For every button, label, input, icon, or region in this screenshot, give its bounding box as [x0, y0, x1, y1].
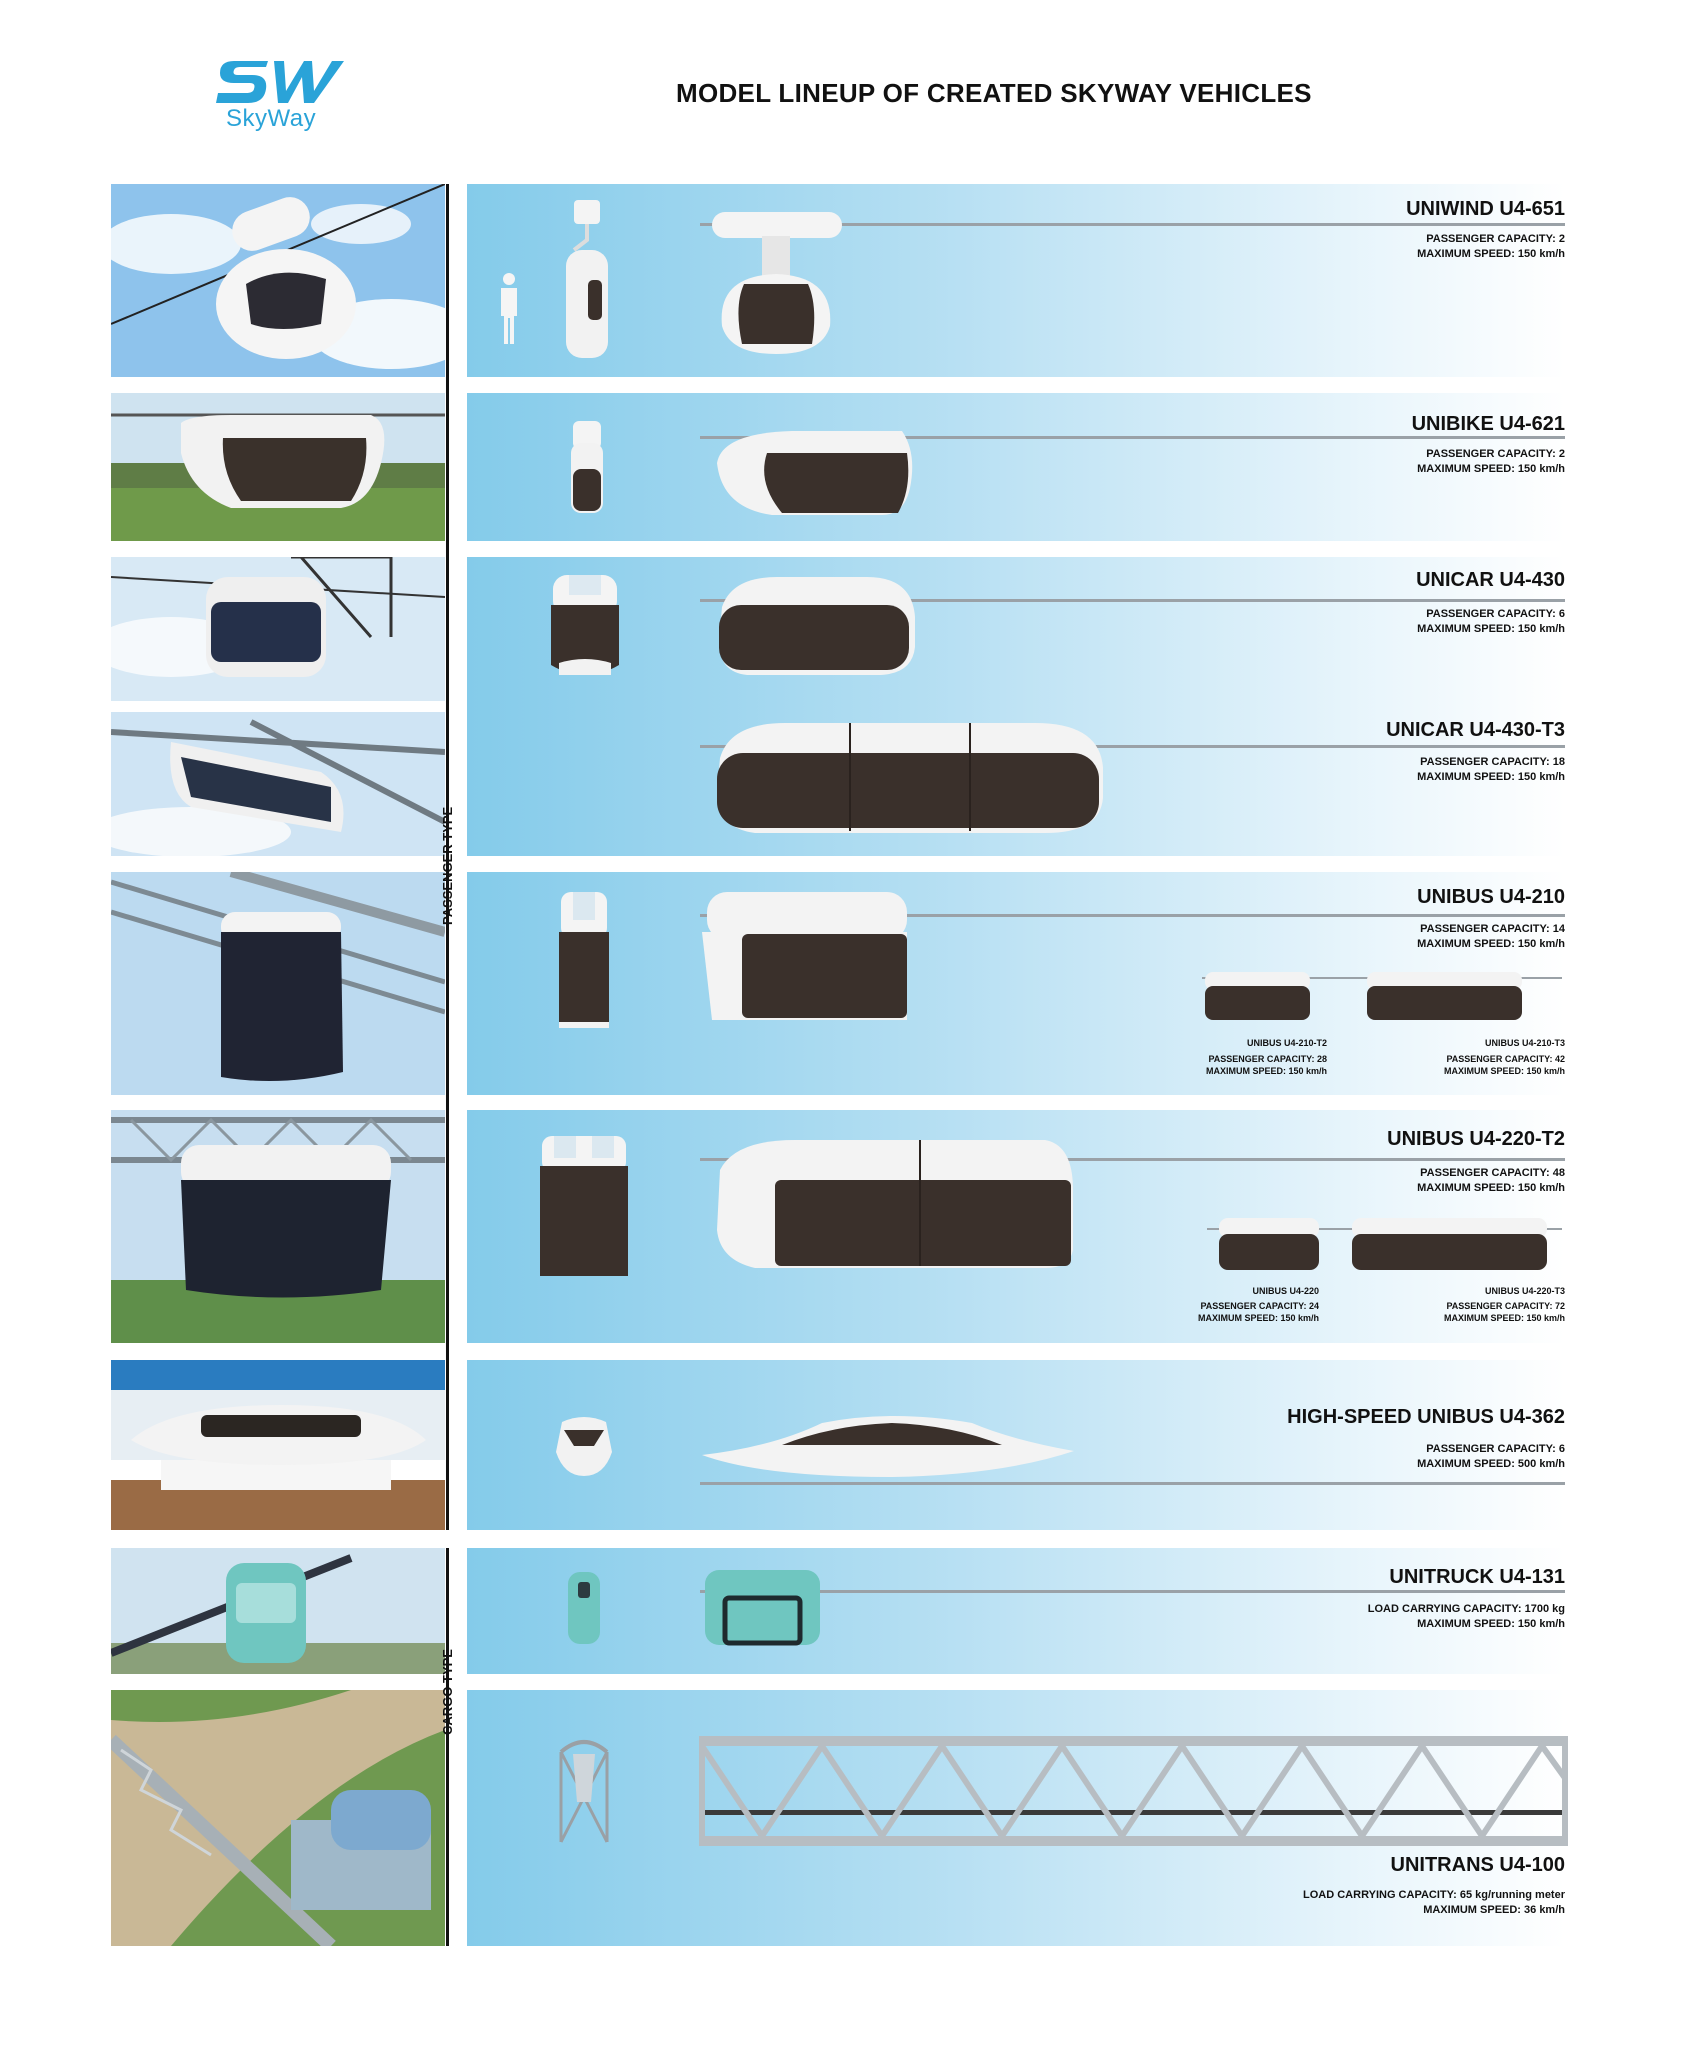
unibus-362-side-view	[702, 1415, 1077, 1480]
vehicle-speed: MAXIMUM SPEED: 150 km/h	[1417, 463, 1565, 475]
vehicle-capacity: PASSENGER CAPACITY: 6	[1426, 1443, 1565, 1455]
vehicle-row-unicar	[467, 557, 1565, 856]
unibus-220-front-view	[540, 1136, 628, 1276]
vehicle-capacity: PASSENGER CAPACITY: 18	[1420, 756, 1565, 768]
vehicle-speed: MAXIMUM SPEED: 150 km/h	[1417, 1182, 1565, 1194]
unitruck-side-view	[705, 1570, 820, 1645]
photo-uniwind	[111, 184, 445, 377]
unibus-362-rail	[700, 1482, 1565, 1485]
unibike-side-view	[712, 423, 917, 518]
uniwind-front-view	[562, 200, 612, 360]
unibike-front-view	[567, 421, 607, 513]
photo-unibus-210	[111, 872, 445, 1095]
vehicle-speed: MAXIMUM SPEED: 36 km/h	[1423, 1904, 1565, 1916]
photo-unibus-220	[111, 1110, 445, 1343]
vehicle-capacity: LOAD CARRYING CAPACITY: 65 kg/running meter	[1303, 1889, 1565, 1901]
photo-unicar-t3	[111, 712, 445, 856]
variant-name: UNIBUS U4-220-T3	[1484, 1286, 1565, 1296]
vehicle-name: UNITRANS U4-100	[1390, 1854, 1565, 1876]
variant-capacity: PASSENGER CAPACITY: 42	[1446, 1054, 1565, 1064]
cargo-type-label: CARGO TYPE	[440, 1649, 455, 1735]
skyway-logo	[216, 55, 356, 135]
variant-name: UNIBUS U4-220	[1252, 1286, 1319, 1296]
unibus-210-front-view	[557, 892, 611, 1028]
unitruck-rail	[700, 1590, 1565, 1593]
human-scale-icon	[497, 272, 521, 344]
photo-unibus-362	[111, 1360, 445, 1530]
vehicle-name: UNIWIND U4-651	[1406, 198, 1565, 220]
vehicle-name: UNIBIKE U4-621	[1411, 413, 1565, 435]
vehicle-row-unibus-210	[467, 872, 1565, 1095]
variant-name: UNIBUS U4-210-T3	[1484, 1038, 1565, 1048]
vehicle-speed: MAXIMUM SPEED: 150 km/h	[1417, 623, 1565, 635]
vehicle-speed: MAXIMUM SPEED: 150 km/h	[1417, 771, 1565, 783]
passenger-type-label: PASSENGER TYPE	[440, 806, 455, 925]
variant-speed: MAXIMUM SPEED: 150 km/h	[1197, 1313, 1319, 1323]
photo-unicar	[111, 557, 445, 701]
vehicle-name: UNIBUS U4-220-T2	[1387, 1128, 1565, 1150]
unibus-210-t3-side-view	[1367, 972, 1522, 1020]
variant-capacity: PASSENGER CAPACITY: 28	[1208, 1054, 1327, 1064]
variant-name: UNIBUS U4-210-T2	[1246, 1038, 1327, 1048]
unibus-362-front-view	[554, 1412, 614, 1478]
vehicle-row-unitruck	[467, 1548, 1565, 1674]
vehicle-row-uniwind	[467, 184, 1565, 377]
variant-speed: MAXIMUM SPEED: 150 km/h	[1443, 1313, 1565, 1323]
vehicle-speed: MAXIMUM SPEED: 150 km/h	[1417, 248, 1565, 260]
vehicle-capacity: LOAD CARRYING CAPACITY: 1700 kg	[1367, 1603, 1565, 1615]
unicar-front-view	[549, 575, 621, 680]
variant-speed: MAXIMUM SPEED: 150 km/h	[1205, 1066, 1327, 1076]
vehicle-row-unibus-362	[467, 1360, 1565, 1530]
logo-text: SkyWay	[226, 105, 317, 132]
unibus-220-t2-side-view	[715, 1140, 1075, 1270]
vehicle-name: UNICAR U4-430	[1416, 569, 1565, 591]
vehicle-capacity: PASSENGER CAPACITY: 14	[1420, 923, 1565, 935]
unibus-220-t3-side-view	[1352, 1218, 1547, 1270]
vehicle-speed: MAXIMUM SPEED: 150 km/h	[1417, 938, 1565, 950]
vehicle-capacity: PASSENGER CAPACITY: 48	[1420, 1167, 1565, 1179]
vehicle-row-unibike	[467, 393, 1565, 541]
variant-capacity: PASSENGER CAPACITY: 72	[1446, 1301, 1565, 1311]
unicar-t3-side-view	[715, 723, 1105, 835]
vehicle-name: UNIBUS U4-210	[1417, 886, 1565, 908]
vehicle-speed: MAXIMUM SPEED: 150 km/h	[1417, 1618, 1565, 1630]
vehicle-row-unitrans	[467, 1690, 1565, 1946]
unibus-210-side-view	[702, 892, 912, 1024]
vehicle-speed: MAXIMUM SPEED: 500 km/h	[1417, 1458, 1565, 1470]
unitrans-front-view	[555, 1732, 613, 1850]
unicar-side-view	[717, 577, 917, 677]
photo-unitrans	[111, 1690, 445, 1946]
unibus-220-small-side-view	[1219, 1218, 1319, 1270]
vehicle-name: UNICAR U4-430-T3	[1386, 719, 1565, 741]
cargo-divider	[446, 1548, 449, 1946]
vehicle-capacity: PASSENGER CAPACITY: 2	[1426, 233, 1565, 245]
vehicle-name: UNITRUCK U4-131	[1389, 1566, 1565, 1588]
vehicle-capacity: PASSENGER CAPACITY: 6	[1426, 608, 1565, 620]
page-title: MODEL LINEUP OF CREATED SKYWAY VEHICLES	[676, 78, 1312, 108]
photo-unitruck	[111, 1548, 445, 1674]
variant-capacity: PASSENGER CAPACITY: 24	[1200, 1301, 1319, 1311]
uniwind-side-view	[712, 206, 842, 366]
vehicle-capacity: PASSENGER CAPACITY: 2	[1426, 448, 1565, 460]
unitrans-truss-side-view	[702, 1728, 1565, 1848]
variant-speed: MAXIMUM SPEED: 150 km/h	[1443, 1066, 1565, 1076]
unibus-210-t2-side-view	[1205, 972, 1310, 1020]
vehicle-row-unibus-220	[467, 1110, 1565, 1343]
vehicle-name: HIGH-SPEED UNIBUS U4-362	[1287, 1406, 1565, 1428]
photo-unibike	[111, 393, 445, 541]
unitruck-front-view	[566, 1572, 602, 1644]
